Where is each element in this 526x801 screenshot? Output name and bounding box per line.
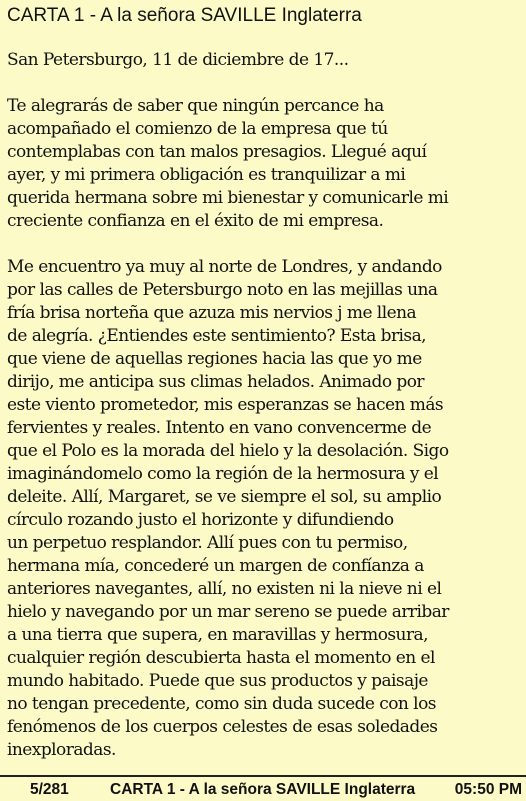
text-line: contemplabas con tan malos presagios. Llegué aquí xyxy=(7,142,427,162)
text-line: no tengan precedente, como sin duda sucede con los xyxy=(7,694,436,714)
text-line: por las calles de Petersburgo noto en las mejillas una xyxy=(7,280,438,300)
text-line: fenómenos de los cuerpos celestes de esas soledades xyxy=(7,717,438,737)
text-line: Me encuentro ya muy al norte de Londres, y andando xyxy=(7,257,442,277)
paragraph-2 xyxy=(7,256,521,762)
text-line: Te alegrarás de saber que ningún percance ha xyxy=(7,96,384,116)
chapter-heading: CARTA 1 - A la señora SAVILLE Inglaterra xyxy=(7,5,362,26)
text-line: anteriores navegantes, allí, no existen ni la nieve ni el xyxy=(7,579,442,599)
text-line: hielo y navegando por un mar sereno se puede arribar xyxy=(7,602,449,622)
text-line: círculo rozando justo el horizonte y difundiendo xyxy=(7,510,394,530)
paragraph-gap xyxy=(7,72,521,95)
page-indicator[interactable]: 5/281 xyxy=(30,781,69,798)
footer-chapter-title: CARTA 1 - A la señora SAVILLE Inglaterra xyxy=(110,781,416,798)
text-line: este viento prometedor, mis esperanzas se hacen más xyxy=(7,395,444,415)
text-line: deleite. Allí, Margaret, se ve siempre el sol, su amplio xyxy=(7,487,442,507)
text-line: fervientes y reales. Intento en vano convencerme de xyxy=(7,418,432,438)
dateline: San Petersburgo, 11 de diciembre de 17... xyxy=(7,50,349,70)
text-line: acompañado el comienzo de la empresa que tú xyxy=(7,119,388,139)
text-line: fría brisa norteña que azuza mis nervios j me llena xyxy=(7,303,417,323)
paragraph-gap xyxy=(7,233,521,256)
text-line: de alegría. ¿Entiendes este sentimiento? Esta brisa, xyxy=(7,326,427,346)
text-line: ayer, y mi primera obligación es tranquilizar a mi xyxy=(7,165,406,185)
text-line: querida hermana sobre mi bienestar y comunicarle mi xyxy=(7,188,449,208)
text-line: un perpetuo resplandor. Allí pues con tu permiso, xyxy=(7,533,408,553)
letter-text xyxy=(7,49,521,762)
text-line: dirijo, me anticipa sus climas helados. Animado por xyxy=(7,372,424,392)
text-line: hermana mía, concederé un margen de confíanza a xyxy=(7,556,424,576)
clock: 05:50 PM xyxy=(454,781,522,798)
text-line: inexploradas. xyxy=(7,740,116,760)
status-bar xyxy=(0,775,526,800)
text-line: mundo habitado. Puede que sus productos y paisaje xyxy=(7,671,428,691)
text-line: creciente confianza en el éxito de mi empresa. xyxy=(7,211,384,231)
text-line: a una tierra que supera, en maravillas y hermosura, xyxy=(7,625,428,645)
text-line: que el Polo es la morada del hielo y la desolación. Sigo xyxy=(7,441,449,461)
text-line: imaginándomelo como la región de la hermosura y el xyxy=(7,464,439,484)
text-line: que viene de aquellas regiones hacia las que yo me xyxy=(7,349,422,369)
paragraph-1 xyxy=(7,95,521,233)
text-line: cualquier región descubierta hasta el momento en el xyxy=(7,648,435,668)
